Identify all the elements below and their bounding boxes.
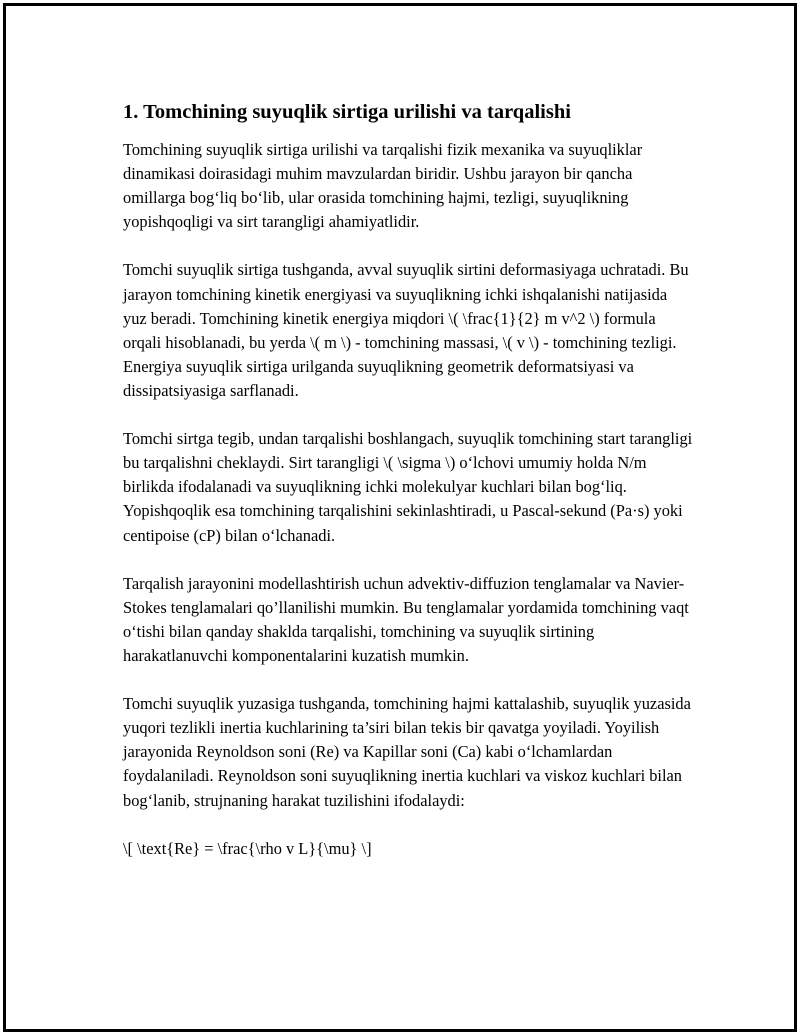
section-heading: 1. Tomchining suyuqlik sirtiga urilishi va tarqalishi	[123, 101, 571, 123]
document-body	[123, 98, 693, 861]
page-frame	[3, 3, 797, 1032]
paragraph-4: Tarqalish jarayonini modellashtirish uchun advektiv-diffuzion tenglamalar va Navier-Stokes tenglamalari qo’llanilishi mumkin. Bu tenglamalar yordamida tomchining vaqt o‘tishi bilan qanday shaklda tarqalishi, tomchining va suyuqlik sirtining harakatlanuvchi komponentalarini kuzatish mumkin.	[123, 573, 689, 665]
paragraph-3: Tomchi sirtga tegib, undan tarqalishi boshlangach, suyuqlik tomchining start tarangligi bu tarqalishni cheklaydi. Sirt tarangligi \( \sigma \) o‘lchovi umumiy holda N/m birlikda ifodalanadi va suyuqlikning ichki molekulyar kuchlari bilan bog‘liq. Yopishqoqlik esa tomchining tarqalishini sekinlashtiradi, u Pascal-sekund (Pa·s) yoki centipoise (cP) bilan o‘lchanadi.	[123, 429, 693, 545]
reynolds-formula: \[ \text{Re} = \frac{\rho v L}{\mu} \]	[123, 838, 372, 858]
paragraph-2: Tomchi suyuqlik sirtiga tushganda, avval suyuqlik sirtini deformasiyaga uchratadi. Bu jarayon tomchining kinetik energiyasi va suyuqlikning ichki ishqalanishi natijasida yuz beradi. Tomchining kinetik energiya miqdori \( \frac{1}{2} m v^2 \) formula orqali hisoblanadi, bu yerda \( m \) - tomchining massasi, \( v \) - tomchining tezligi. Energiya suyuqlik sirtiga urilganda suyuqlikning geometrik deformatsiyasi va dissipatsiyasiga sarflanadi.	[123, 260, 689, 400]
paragraph-1: Tomchining suyuqlik sirtiga urilishi va tarqalishi fizik mexanika va suyuqliklar dinamikasi doirasidagi muhim mavzulardan biridir. Ushbu jarayon bir qancha omillarga bog‘liq bo‘lib, ular orasida tomchining hajmi, tezligi, suyuqlikning yopishqoqligi va sirt tarangligi ahamiyatlidir.	[123, 140, 643, 232]
paragraph-5: Tomchi suyuqlik yuzasiga tushganda, tomchining hajmi kattalashib, suyuqlik yuzasida yuqori tezlikli inertia kuchlarining ta’siri bilan tekis bir qavatga yoyiladi. Yoyilish jarayonida Reynoldson soni (Re) va Kapillar soni (Ca) kabi o‘lchamlardan foydalaniladi. Reynoldson soni suyuqlikning inertia kuchlari va viskoz kuchlari bilan bog‘lanib, strujnaning harakat tuzilishini ifodalaydi:	[123, 694, 691, 810]
